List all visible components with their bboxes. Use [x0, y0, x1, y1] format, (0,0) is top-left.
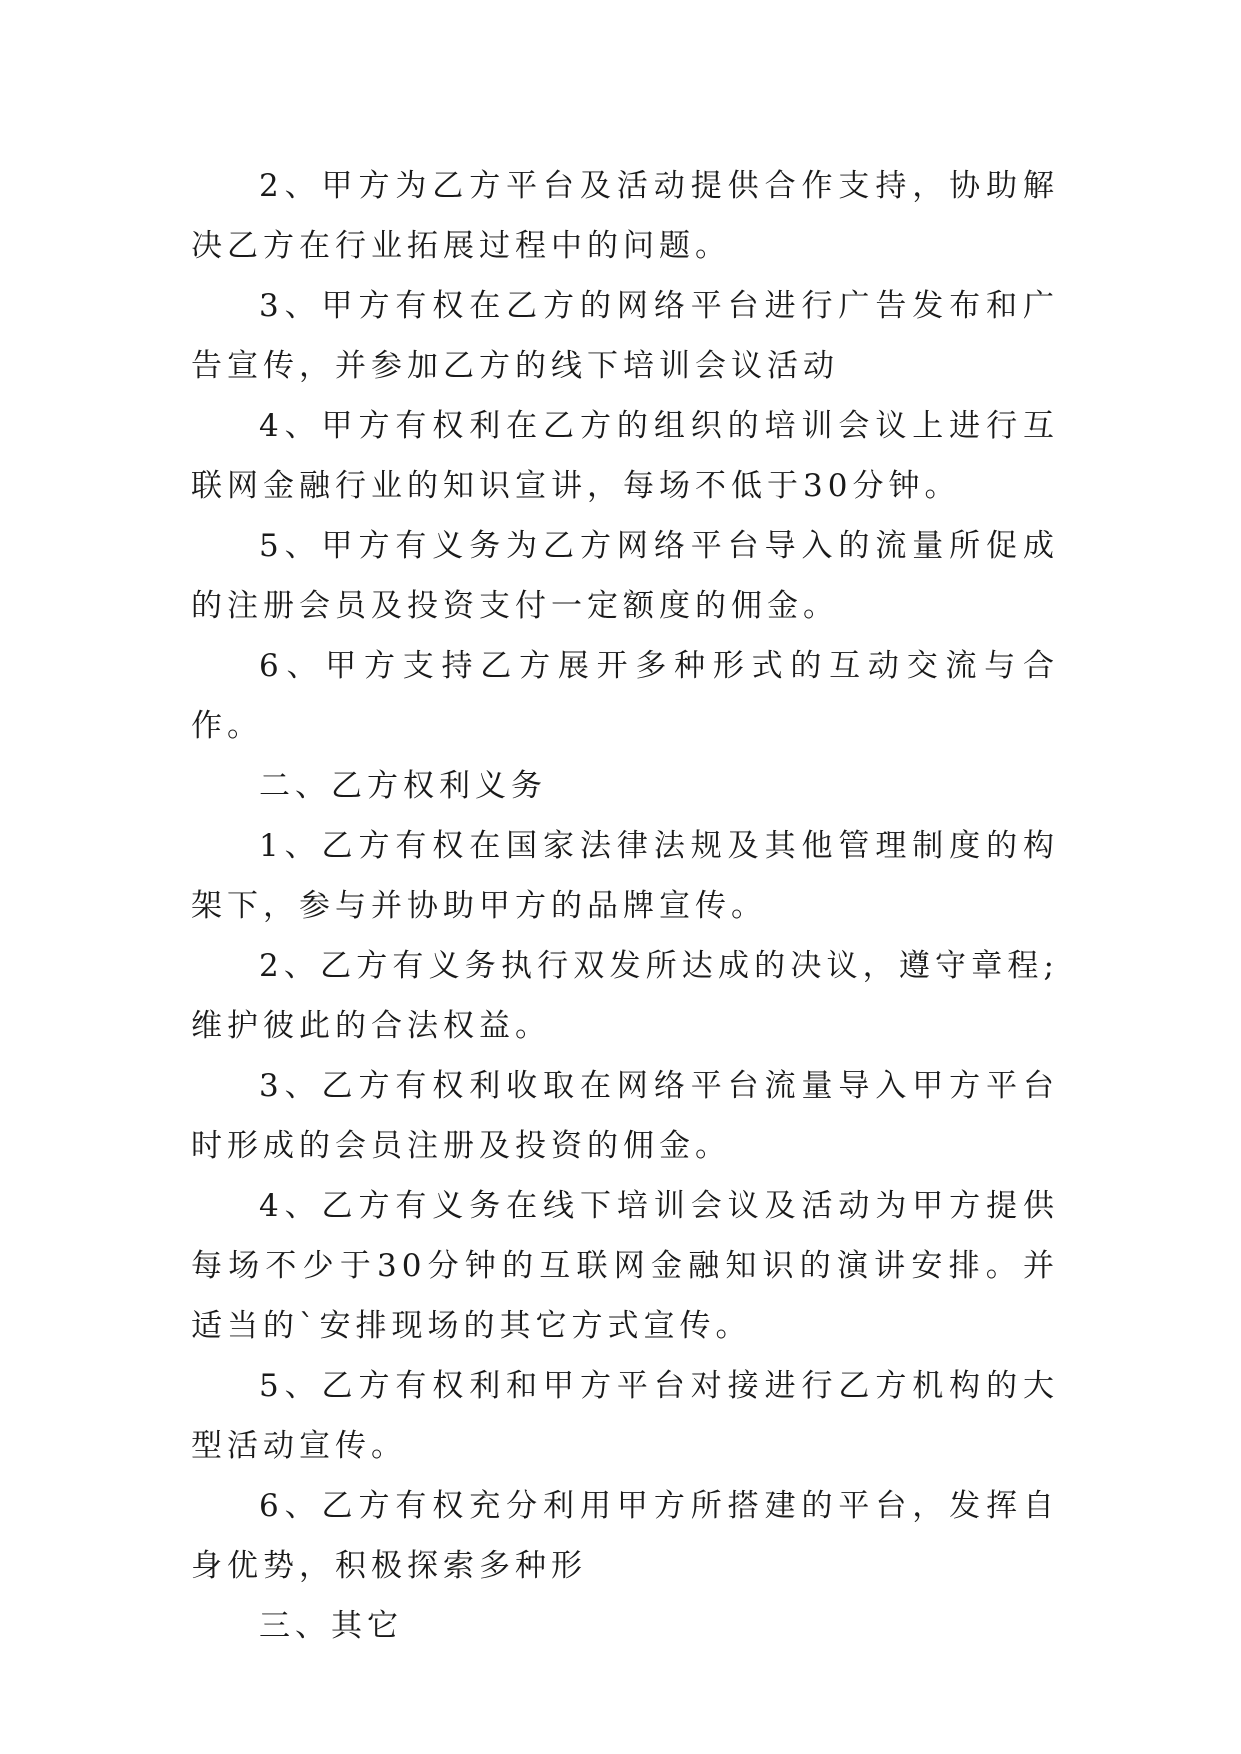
- paragraph-party-b-item-6: 6、乙方有权充分利用甲方所搭建的平台，发挥自身优势，积极探索多种形: [191, 1488, 1059, 1584]
- paragraph-party-b-item-1: 1、乙方有权在国家法律法规及其他管理制度的构架下，参与并协助甲方的品牌宣传。: [191, 828, 1059, 924]
- paragraph-party-a-item-5: 5、甲方有义务为乙方网络平台导入的流量所促成的注册会员及投资支付一定额度的佣金。: [191, 528, 1059, 624]
- document-body: [191, 156, 1059, 1656]
- paragraph-party-b-item-4: 4、乙方有义务在线下培训会议及活动为甲方提供每场不少于30分钟的互联网金融知识的演讲安排。并适当的`安排现场的其它方式宣传。: [191, 1188, 1059, 1344]
- paragraph-party-b-item-2: 2、乙方有义务执行双发所达成的决议，遵守章程;维护彼此的合法权益。: [191, 948, 1059, 1044]
- paragraph-party-b-item-3: 3、乙方有权利收取在网络平台流量导入甲方平台时形成的会员注册及投资的佣金。: [191, 1068, 1059, 1164]
- paragraph-party-b-item-5: 5、乙方有权利和甲方平台对接进行乙方机构的大型活动宣传。: [191, 1368, 1059, 1464]
- paragraph-party-a-item-2: 2、甲方为乙方平台及活动提供合作支持，协助解决乙方在行业拓展过程中的问题。: [191, 168, 1059, 264]
- paragraph-party-a-item-6: 6、甲方支持乙方展开多种形式的互动交流与合作。: [191, 648, 1059, 744]
- section-heading-party-b: 二、乙方权利义务: [259, 768, 547, 804]
- paragraph-party-a-item-4: 4、甲方有权利在乙方的组织的培训会议上进行互联网金融行业的知识宣讲，每场不低于30分钟。: [191, 408, 1059, 504]
- section-heading-other: 三、其它: [259, 1608, 403, 1644]
- paragraph-party-a-item-3: 3、甲方有权在乙方的网络平台进行广告发布和广告宣传，并参加乙方的线下培训会议活动: [191, 288, 1059, 384]
